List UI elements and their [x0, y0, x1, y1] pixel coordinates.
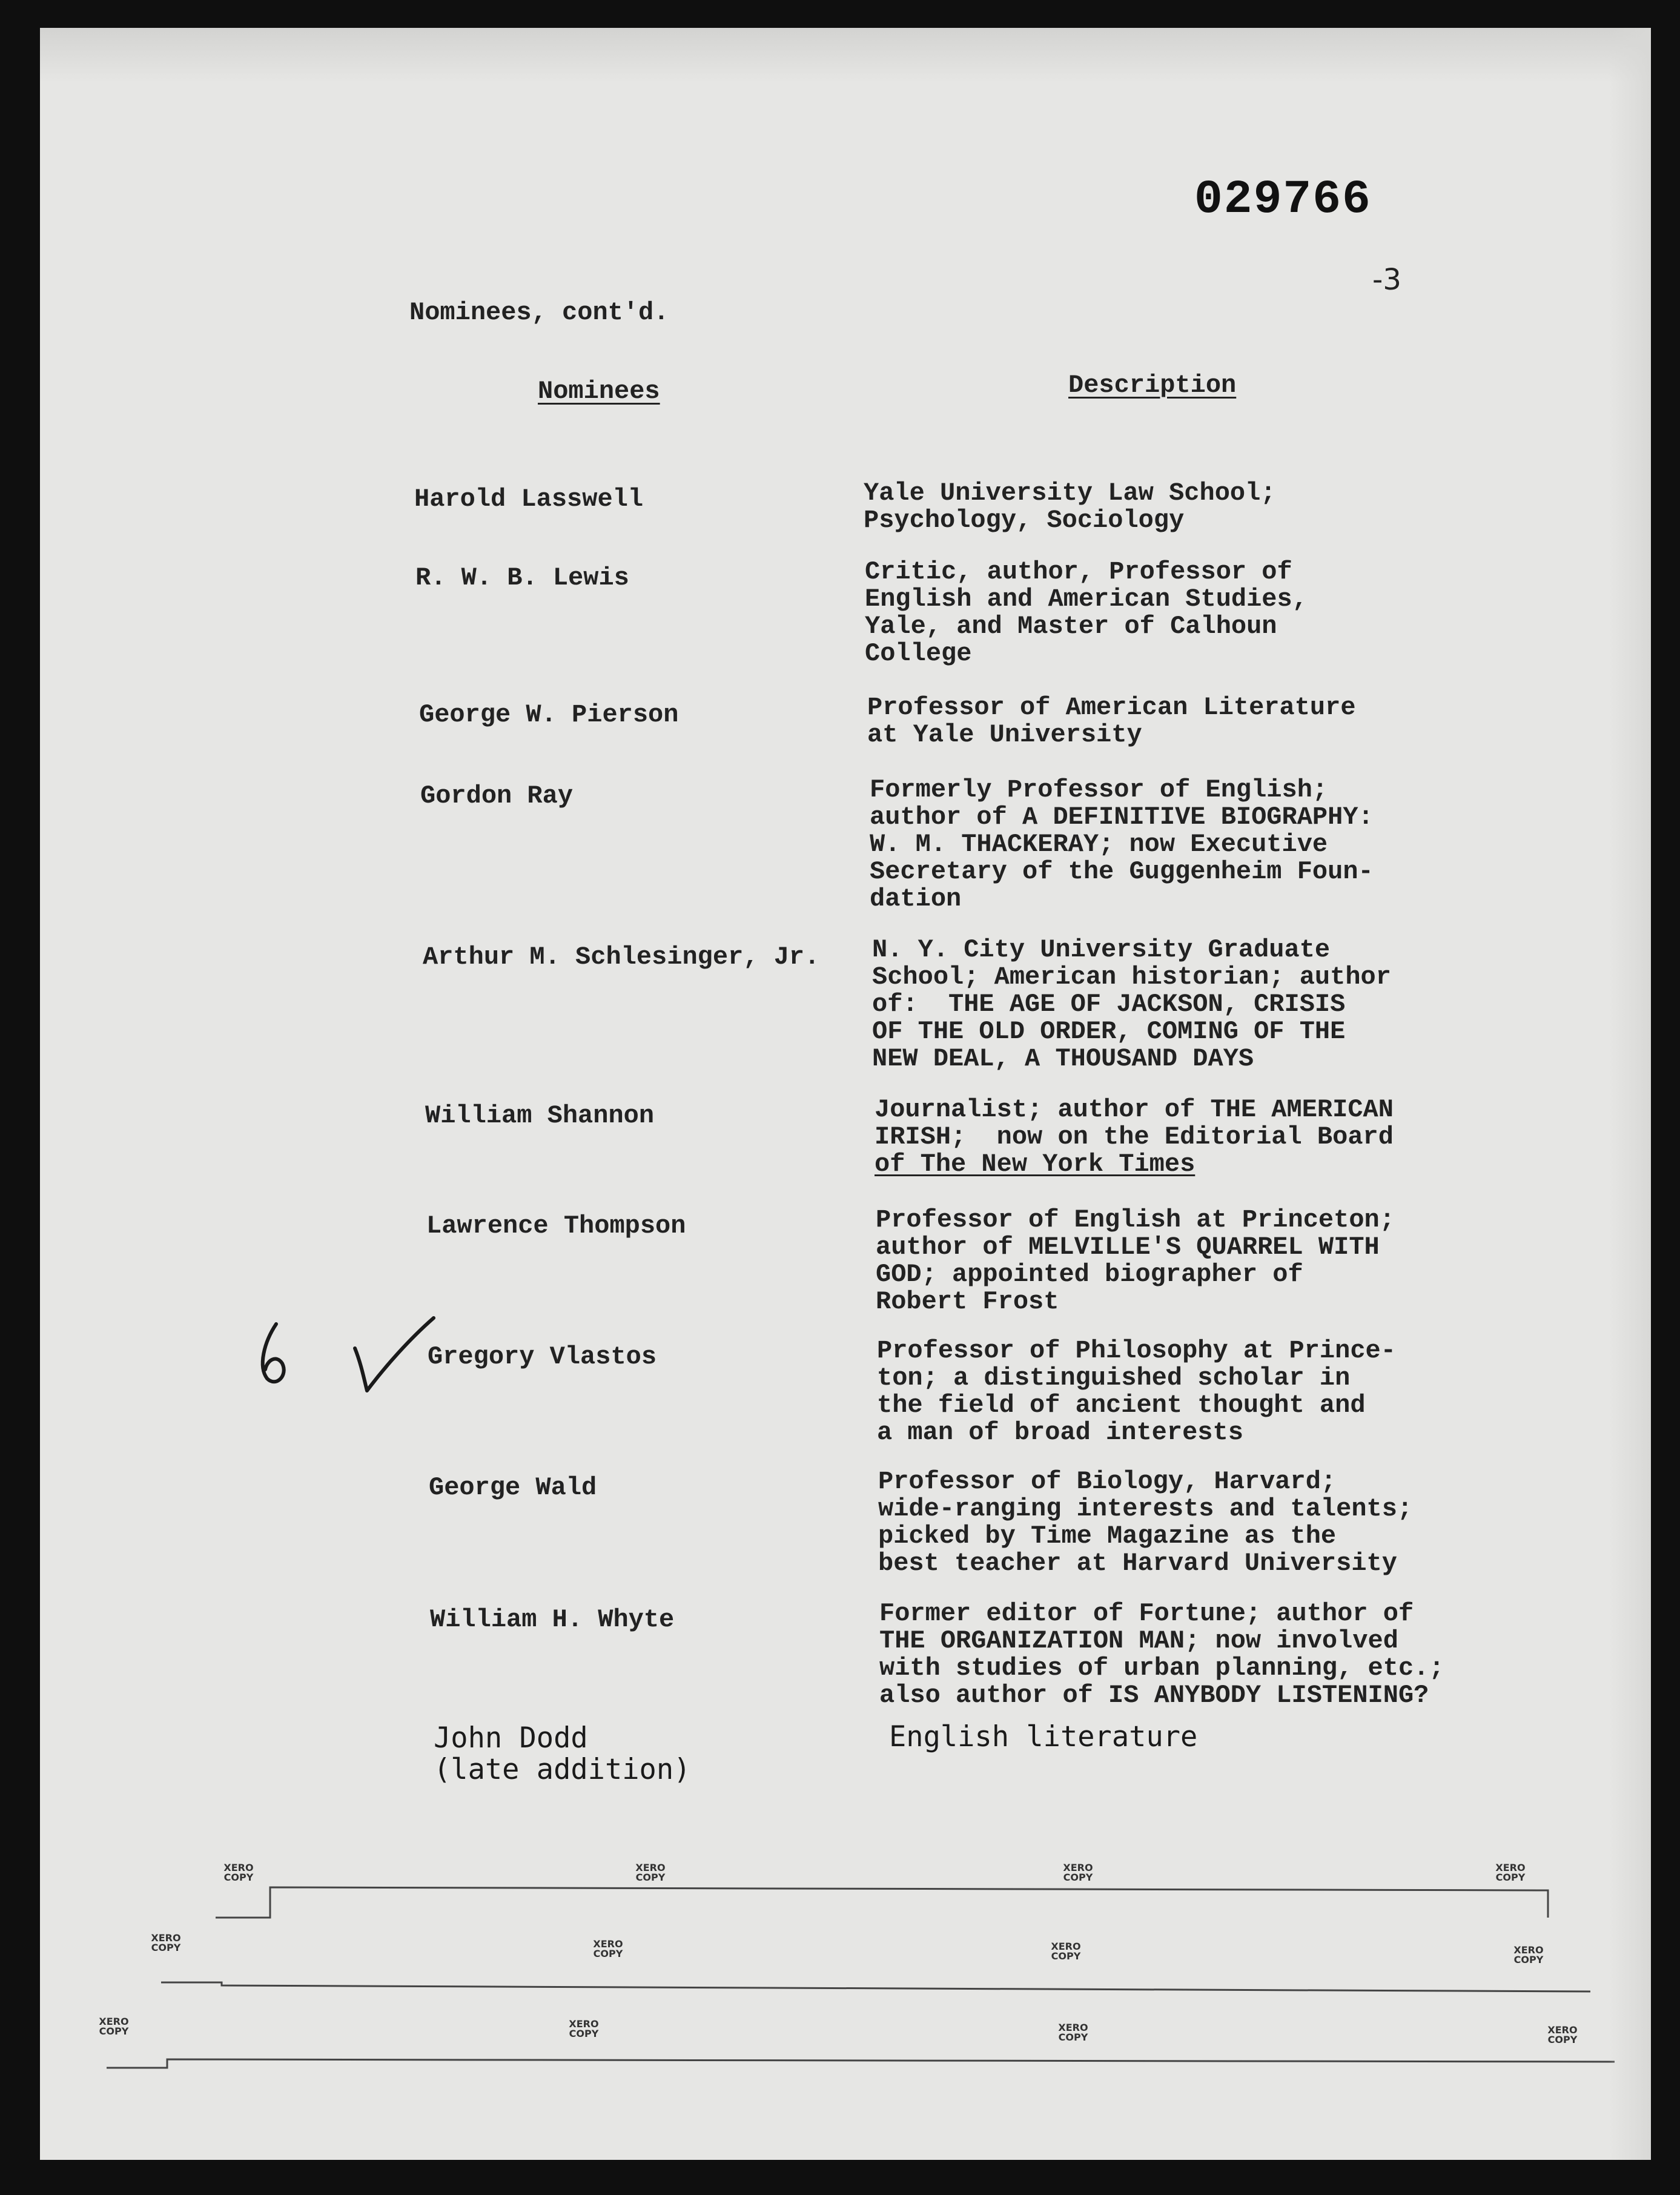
description-line: also author of IS ANYBODY LISTENING?	[879, 1681, 1429, 1710]
late-addition-name: John Dodd	[434, 1721, 588, 1755]
late-addition-description: English literature	[889, 1720, 1198, 1753]
xerox-stamp-label: XERO COPY	[1051, 1941, 1081, 1962]
xerox-stamp-row	[40, 2001, 1651, 2080]
handwritten-check-mark	[240, 1306, 446, 1403]
xerox-stamp-label: XERO COPY	[569, 2018, 599, 2039]
nominee-name: William H. Whyte	[430, 1605, 675, 1634]
xerox-stamp-label: XERO COPY	[1495, 1862, 1526, 1883]
description-line: Journalist; author of THE AMERICAN	[875, 1095, 1394, 1124]
description-line: Psychology, Sociology	[864, 506, 1185, 535]
description-line: Formerly Professor of English;	[870, 775, 1328, 804]
description-line: Robert Frost	[876, 1287, 1059, 1316]
nominee-name: George Wald	[429, 1473, 597, 1502]
xerox-stamp-label: XERO COPY	[593, 1938, 623, 1959]
description-line: of The New York Times	[875, 1150, 1196, 1179]
description-line: English and American Studies,	[865, 584, 1308, 614]
description-line: OF THE OLD ORDER, COMING OF THE	[872, 1017, 1346, 1046]
xerox-stamp-label: XERO COPY	[1058, 2022, 1088, 2043]
description-line: Critic, author, Professor of	[865, 557, 1292, 586]
description-line: College	[865, 639, 972, 668]
column-header-nominees: Nominees	[538, 377, 660, 406]
xerox-stamp-label: XERO COPY	[99, 2016, 129, 2037]
description-line: Professor of English at Princeton;	[876, 1205, 1395, 1234]
nominee-name: Gregory Vlastos	[428, 1342, 657, 1371]
description-line: Secretary of the Guggenheim Foun-	[870, 857, 1374, 886]
description-line: author of A DEFINITIVE BIOGRAPHY:	[870, 803, 1374, 832]
continuation-heading: Nominees, cont'd.	[409, 298, 669, 327]
description-line: dation	[870, 884, 962, 913]
xerox-stamp-label: XERO COPY	[1513, 1944, 1544, 1965]
nominee-name: Gordon Ray	[420, 781, 574, 810]
page-number: -3	[1372, 263, 1401, 297]
description-line: at Yale University	[867, 720, 1142, 749]
document-page	[40, 28, 1651, 2160]
xerox-stamp-label: XERO COPY	[1547, 2024, 1578, 2045]
nominee-name: George W. Pierson	[419, 700, 679, 729]
nominee-name: Lawrence Thompson	[426, 1211, 686, 1240]
document-number: 029766	[1194, 173, 1372, 227]
nominee-name: Harold Lasswell	[414, 485, 644, 514]
description-line: GOD; appointed biographer of	[876, 1260, 1303, 1289]
description-line: wide-ranging interests and talents;	[878, 1494, 1413, 1523]
nominee-name: Arthur M. Schlesinger, Jr.	[423, 942, 820, 972]
description-line: N. Y. City University Graduate	[872, 935, 1331, 964]
description-line: best teacher at Harvard University	[878, 1549, 1397, 1578]
description-line: W. M. THACKERAY; now Executive	[870, 830, 1328, 859]
xerox-stamp-row	[40, 1925, 1651, 2004]
description-line: author of MELVILLE'S QUARREL WITH	[876, 1233, 1380, 1262]
description-line: Former editor of Fortune; author of	[879, 1599, 1414, 1628]
xerox-stamp-label: XERO COPY	[223, 1862, 254, 1883]
description-line: with studies of urban planning, etc.;	[879, 1654, 1444, 1683]
xerox-stamp-label: XERO COPY	[1063, 1862, 1093, 1883]
description-line: Yale University Law School;	[864, 478, 1276, 508]
description-line: picked by Time Magazine as the	[878, 1521, 1337, 1551]
description-line: Yale, and Master of Calhoun	[865, 612, 1277, 641]
description-line: NEW DEAL, A THOUSAND DAYS	[872, 1044, 1254, 1073]
nominee-name: William Shannon	[425, 1101, 655, 1130]
description-line: THE ORGANIZATION MAN; now involved	[879, 1626, 1398, 1655]
column-header-description: Description	[1068, 371, 1237, 400]
description-line: School; American historian; author	[872, 962, 1391, 992]
description-line: ton; a distinguished scholar in	[877, 1363, 1351, 1392]
description-line: of: THE AGE OF JACKSON, CRISIS	[872, 990, 1346, 1019]
xerox-stamp-row	[40, 1851, 1651, 1930]
xerox-stamp-label: XERO COPY	[635, 1862, 666, 1883]
description-line: Professor of Philosophy at Prince-	[877, 1336, 1396, 1365]
description-line: the field of ancient thought and	[877, 1391, 1366, 1420]
xerox-stamp-label: XERO COPY	[151, 1932, 181, 1953]
late-addition-note: (late addition)	[434, 1753, 691, 1786]
description-line: a man of broad interests	[877, 1418, 1243, 1447]
description-line: IRISH; now on the Editorial Board	[875, 1122, 1394, 1151]
description-line: Professor of American Literature	[867, 693, 1356, 722]
description-line: Professor of Biology, Harvard;	[878, 1467, 1337, 1496]
nominee-name: R. W. B. Lewis	[415, 563, 629, 592]
